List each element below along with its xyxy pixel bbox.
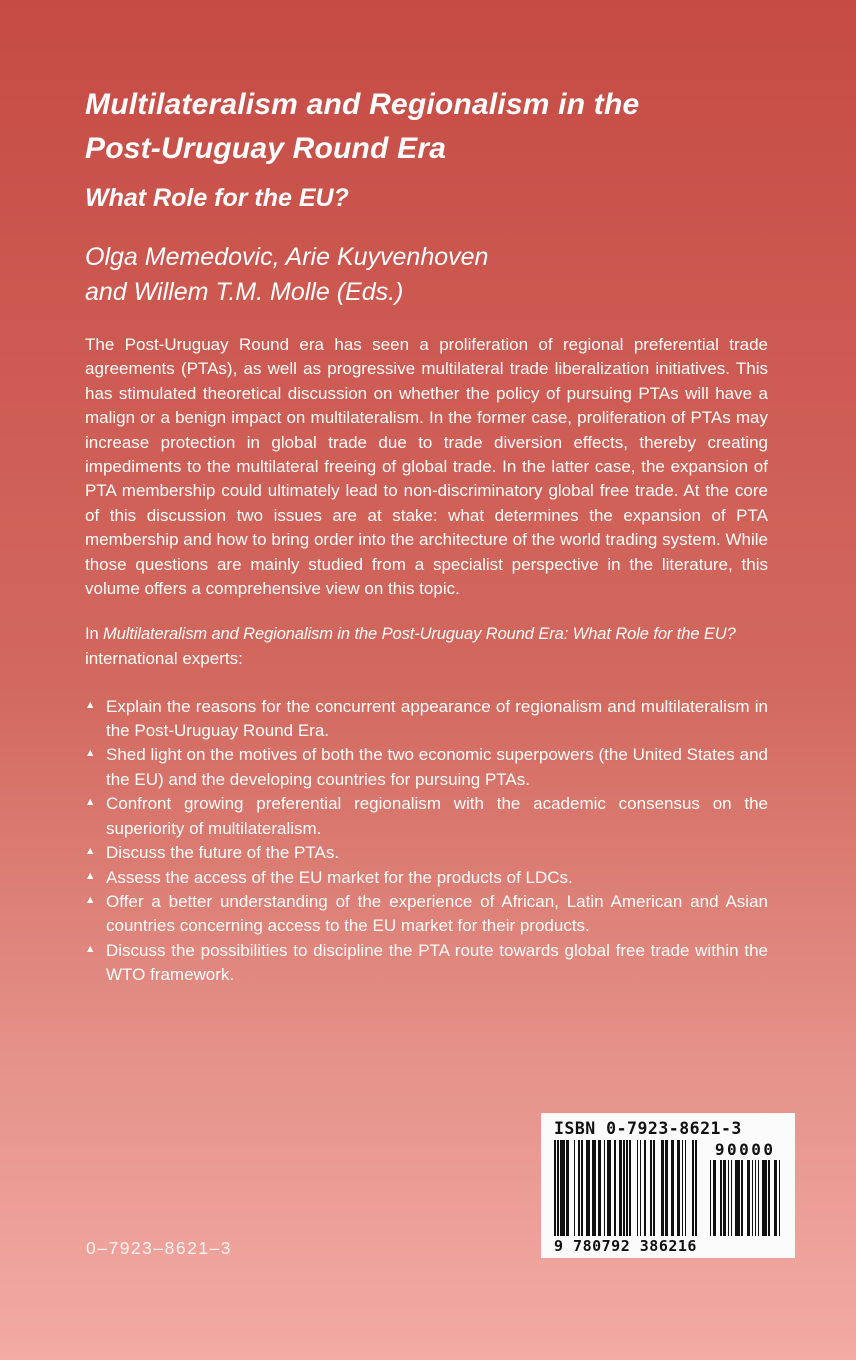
barcode-panel	[541, 1113, 795, 1258]
barcode-bar	[779, 1160, 781, 1236]
bullet-text: Shed light on the motives of both the two economic superpowers (the United States and the EU) and the developing countries for pursuing PTAs.	[106, 745, 768, 789]
addon-price-code: 90000	[714, 1140, 776, 1159]
book-title-line: Multilateralism and Regionalism in the	[85, 88, 640, 121]
intro-line	[85, 622, 768, 647]
bullet-triangle-icon: ▲	[85, 942, 96, 955]
bullet-text: Discuss the possibilities to discipline the PTA route towards global free trade within the WTO framework.	[106, 940, 768, 985]
bullet-text: Confront growing preferential regionalism with the academic consensus on the superiority of multilateralism.	[106, 794, 768, 838]
book-blurb: The Post-Uruguay Round era has seen a proliferation of regional preferential trade agreements (PTAs), as well as progressive multilateral trade liberalization initiatives. This has stimulated theoretical discussion on whether the policy of pursuing PTAs will have a malign or a benign impact on multilateralism. In the former case, proliferation of PTAs may increase protection in global trade due to trade diversion effects, thereby creating impediments to the multilateral freeing of global trade. In the latter case, the expansion of PTA membership could ultimately lead to non-discriminatory global free trade. At the core of this discussion two issues are at stake: what determines the expansion of PTA membership and how to bring order into the architecture of the world trading system. While those questions are mainly studied from a specialist perspective in the literature, this volume offers a comprehensive view on this topic.	[85, 335, 768, 599]
ean13-barcode	[554, 1140, 697, 1255]
bullet-item	[85, 939, 768, 988]
bullet-triangle-icon: ▲	[85, 893, 96, 906]
bullet-item	[85, 841, 768, 865]
barcode-isbn-label: ISBN 0-7923-8621-3	[554, 1119, 742, 1138]
barcode-row	[554, 1140, 785, 1255]
bullet-item	[85, 792, 768, 841]
intro-book-title: Multilateralism and Regionalism in the Post-Uruguay Round Era: What Role for the EU?	[103, 625, 736, 644]
bullet-triangle-icon: ▲	[85, 869, 96, 882]
book-subtitle: What Role for the EU?	[85, 184, 349, 212]
book-author-line: Olga Memedovic, Arie Kuyvenhoven	[85, 243, 489, 271]
addon-bars	[710, 1160, 781, 1236]
bullet-text: Explain the reasons for the concurrent appearance of regionalism and multilateralism in the Post-Uruguay Round Era.	[106, 696, 768, 741]
addon-barcode	[710, 1140, 781, 1236]
book-author-line: and Willem T.M. Molle (Eds.)	[85, 278, 404, 306]
intro-prefix: In	[85, 625, 99, 644]
book-title-line: Post-Uruguay Round Era	[85, 132, 447, 165]
bullet-text: Discuss the future of the PTAs.	[106, 843, 340, 863]
barcode-bar	[695, 1140, 697, 1236]
bullet-text: Offer a better understanding of the experience of African, Latin American and Asian countries concerning access to the EU market for their products.	[106, 891, 768, 936]
bullet-triangle-icon: ▲	[85, 796, 96, 809]
bullet-item	[85, 695, 768, 744]
bullet-triangle-icon: ▲	[85, 698, 96, 711]
bullet-triangle-icon: ▲	[85, 747, 96, 760]
bullet-item	[85, 890, 768, 939]
isbn-number-bottom: 0–7923–8621–3	[86, 1238, 233, 1258]
bullet-item	[85, 743, 768, 792]
bullet-item	[85, 866, 768, 890]
intro-suffix: international experts:	[85, 649, 243, 669]
bullet-text: Assess the access of the EU market for the products of LDCs.	[106, 867, 573, 887]
book-title	[85, 83, 768, 171]
book-authors	[85, 240, 768, 310]
ean13-bars	[554, 1140, 697, 1236]
intro-paragraph	[85, 622, 768, 671]
ean13-digits: 9 780792 386216	[554, 1237, 697, 1255]
bullet-list	[85, 695, 768, 988]
bullet-triangle-icon: ▲	[85, 845, 96, 858]
